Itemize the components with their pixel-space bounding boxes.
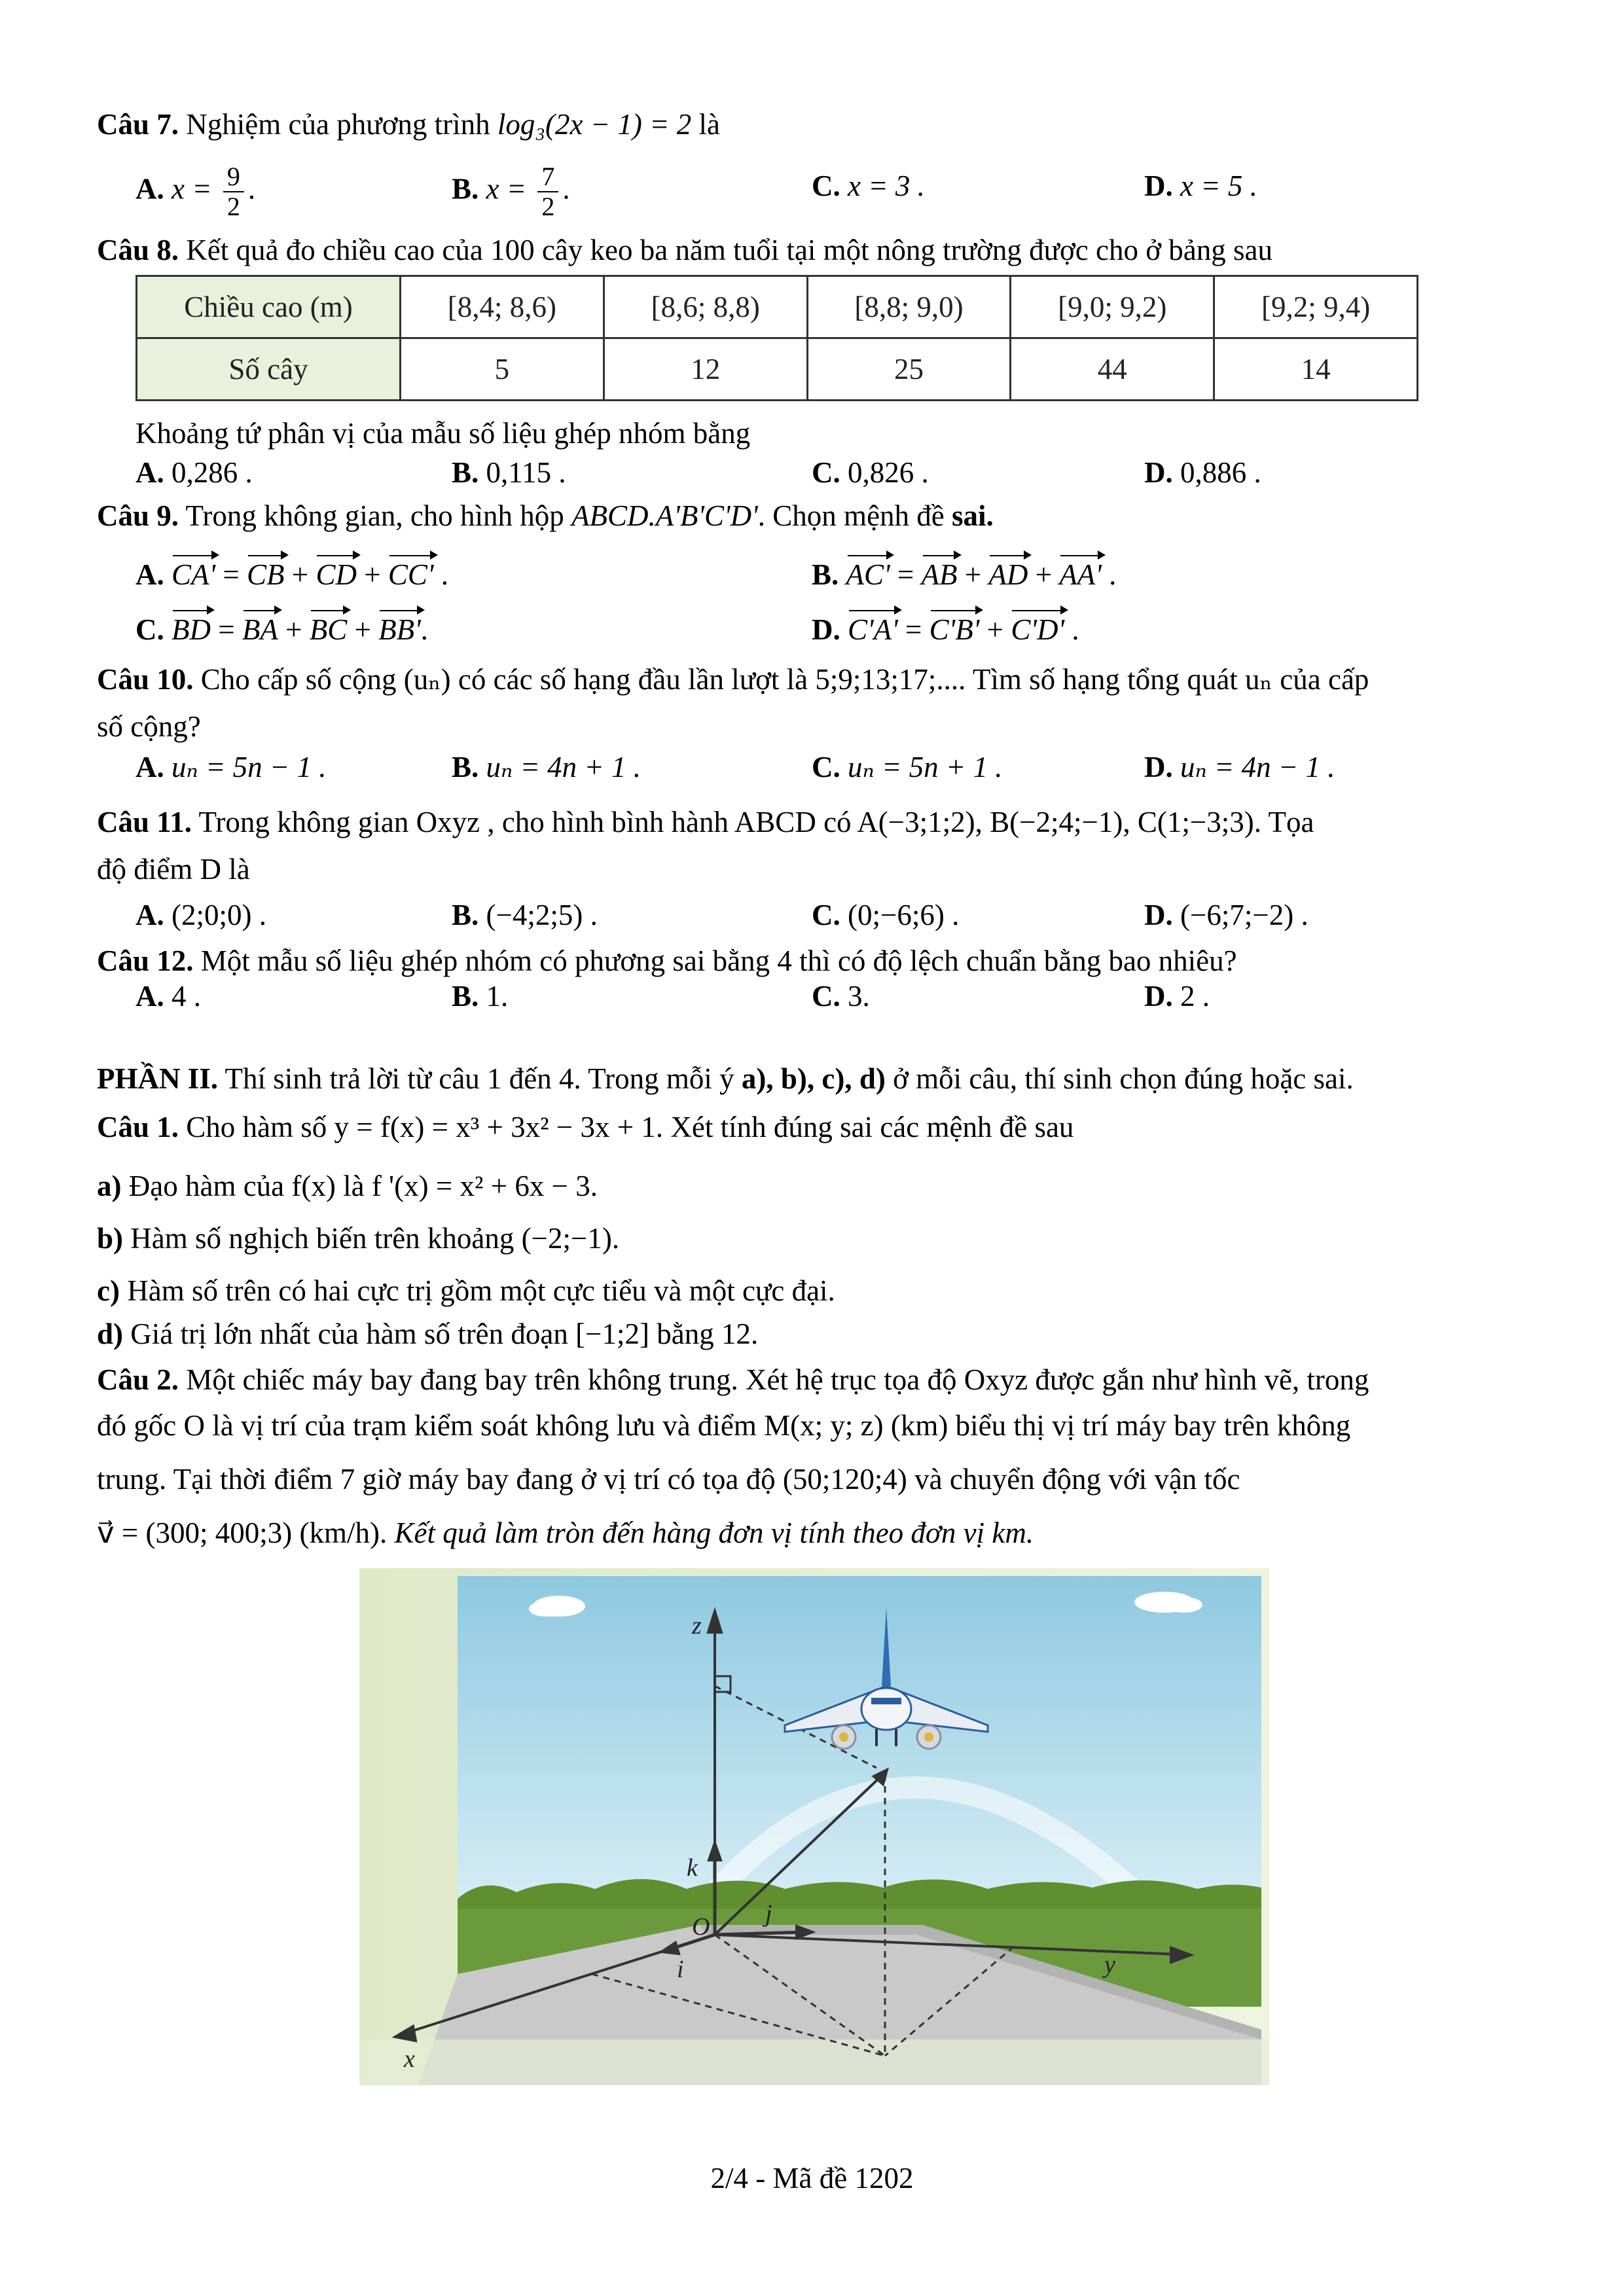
q9-option-c[interactable]: C. BD = BA + BC + BB'. [135, 609, 428, 648]
table-cell: 12 [604, 338, 807, 401]
q7-option-a-letter: A. [135, 172, 164, 206]
table-cell: 5 [401, 338, 604, 401]
table-cell: [8,6; 8,8) [604, 276, 807, 338]
q9-option-b[interactable]: B. AC' = AB + AD + AA' . [812, 554, 1116, 593]
q10-option-c-letter: C. [812, 751, 840, 783]
table-cell: [8,4; 8,6) [401, 276, 604, 338]
q9-option-c-suffix: . [420, 613, 429, 646]
q7-option-b-den: 2 [541, 192, 555, 221]
vector: C'D' [1011, 609, 1064, 648]
q9-shape: ABCD.A'B'C'D' [571, 499, 758, 532]
q11-option-c-letter: C. [812, 899, 840, 931]
q8-option-d-text: 0,886 . [1180, 456, 1261, 489]
q9-text-before: Trong không gian, cho hình hộp [185, 499, 572, 532]
q7-option-a-fraction [223, 162, 244, 221]
q9-option-a[interactable]: A. CA' = CB + CD + CC' . [135, 554, 448, 593]
q7-option-c[interactable] [812, 168, 925, 204]
q7-option-a-num: 9 [223, 162, 244, 192]
vector: AC' [846, 554, 890, 593]
q8-option-a-letter: A. [135, 456, 164, 489]
q12-option-a-letter: A. [135, 980, 164, 1013]
vector: C'A' [848, 609, 898, 648]
table-header-height: Chiều cao (m) [137, 276, 401, 338]
q9-option-d[interactable]: D. C'A' = C'B' + C'D' . [812, 609, 1079, 648]
q7-option-b-fraction [537, 162, 558, 221]
p2q1-item-d[interactable] [97, 1316, 758, 1352]
q8-option-c-text: 0,826 . [848, 456, 929, 489]
q11-stem-line2: độ điểm D là [97, 853, 250, 886]
q8-option-c-letter: C. [812, 456, 840, 489]
p2q1-item-a-label: a) [97, 1170, 122, 1202]
q10-option-a[interactable] [135, 749, 326, 785]
p2q1-item-b-text: Hàm số nghịch biến trên khoảng (−2;−1). [130, 1222, 620, 1255]
q8-stem [97, 232, 1272, 268]
q11-text1: Trong không gian Oxyz , cho hình bình hành ABCD có A(−3;1;2), B(−2;4;−1), C(1;−3;3). Tọa [198, 806, 1314, 838]
p2q1-text: Cho hàm số y = f(x) = x³ + 3x² − 3x + 1. Xét tính đúng sai các mệnh đề sau [186, 1111, 1074, 1143]
airplane-coordinate-figure [359, 1568, 1269, 2085]
p2q1-stem [97, 1109, 1074, 1145]
p2q2-line4-italic: Kết quả làm tròn đến hàng đơn vị tính theo đơn vị km. [394, 1516, 1034, 1549]
q9-option-a-suffix: . [441, 558, 448, 591]
q11-stem-line1 [97, 804, 1314, 840]
q7-equation: log₃(2x − 1) = 2 [497, 108, 692, 141]
axis-x-label: x [404, 2045, 415, 2073]
q12-option-d-letter: D. [1144, 980, 1173, 1013]
q12-stem [97, 942, 1237, 979]
q12-option-b-text: 1. [486, 980, 509, 1013]
q12-option-d-text: 2 . [1180, 980, 1210, 1013]
q9-option-d-letter: D. [812, 613, 840, 646]
q10-stem-line2: số cộng? [97, 710, 201, 743]
q7-stem [97, 106, 720, 143]
q7-label: Câu 7. [97, 108, 179, 141]
table-header-count: Số cây [137, 338, 401, 401]
q10-option-c[interactable] [812, 749, 1002, 785]
origin-label: O [692, 1913, 710, 1941]
q7-option-a-prefix: x = [171, 172, 212, 206]
part2-label: PHẦN II. [97, 1062, 219, 1095]
q10-option-b-text: uₙ = 4n + 1 . [486, 751, 641, 783]
p2q1-item-a-text: Đạo hàm của f(x) là f '(x) = x² + 6x − 3. [128, 1170, 598, 1202]
figure-bottom-band [359, 2039, 1269, 2085]
q11-option-c[interactable] [812, 897, 959, 933]
q11-option-d-text: (−6;7;−2) . [1180, 899, 1308, 931]
part2-heading [97, 1060, 1354, 1097]
q8-option-b-text: 0,115 . [486, 456, 566, 489]
q11-option-b-letter: B. [452, 899, 479, 931]
q12-option-c-text: 3. [848, 980, 870, 1013]
vector-k-label: k [687, 1854, 698, 1882]
axis-y-label: y [1104, 1951, 1115, 1979]
q8-option-d[interactable] [1144, 454, 1261, 491]
vector: CA' [171, 554, 215, 593]
q7-option-b[interactable] [452, 162, 570, 221]
q7-text-after: là [691, 108, 720, 141]
vector: AD [988, 554, 1028, 593]
part2-text-after: ở mỗi câu, thí sinh chọn đúng hoặc sai. [885, 1062, 1354, 1095]
vector: BB' [378, 609, 421, 648]
q7-option-d-text: x = 5 . [1180, 170, 1257, 202]
q11-option-b-text: (−4;2;5) . [486, 899, 598, 931]
q10-label: Câu 10. [97, 663, 194, 696]
q8-option-a[interactable] [135, 454, 253, 491]
p2q1-item-c[interactable] [97, 1272, 835, 1309]
q11-option-c-text: (0;−6;6) . [848, 899, 960, 931]
q10-option-d-text: uₙ = 4n − 1 . [1180, 751, 1335, 783]
p2q2-text-line1: Một chiếc máy bay đang bay trên không trung. Xét hệ trục tọa độ Oxyz được gắn như hình vẽ, trong [186, 1363, 1369, 1396]
vector: AB [922, 554, 958, 593]
q8-option-d-letter: D. [1144, 456, 1173, 489]
q11-option-a-text: (2;0;0) . [171, 899, 266, 931]
q12-text: Một mẫu số liệu ghép nhóm có phương sai bằng 4 thì có độ lệch chuẩn bằng bao nhiêu? [200, 944, 1237, 977]
axis-z-label: z [692, 1612, 702, 1640]
page-footer: 2/4 - Mã đề 1202 [710, 2162, 914, 2195]
table-cell: 25 [807, 338, 1011, 401]
q11-option-d[interactable] [1144, 897, 1308, 933]
vector: BA [242, 609, 278, 648]
part2-items-bold: a), b), c), d) [741, 1062, 886, 1095]
p2q1-item-c-label: c) [97, 1274, 120, 1307]
q7-option-b-letter: B. [452, 172, 479, 206]
q7-option-a-den: 2 [226, 192, 240, 221]
q9-option-a-letter: A. [135, 558, 164, 591]
p2q1-label: Câu 1. [97, 1111, 179, 1143]
q10-option-b-letter: B. [452, 751, 479, 783]
vector: AA' [1059, 554, 1102, 593]
q9-text-bold: sai. [952, 499, 994, 532]
q7-option-d-letter: D. [1144, 170, 1173, 202]
p2q2-line2: đó gốc O là vị trí của trạm kiểm soát không lưu và điểm M(x; y; z) (km) biểu thị vị trí máy bay trên không [97, 1409, 1351, 1442]
q10-stem-line1 [97, 661, 1369, 698]
q12-option-c-letter: C. [812, 980, 840, 1013]
table-cell: 44 [1011, 338, 1214, 401]
table-cell: [9,0; 9,2) [1011, 276, 1214, 338]
q9-option-c-letter: C. [135, 613, 164, 646]
q10-text1: Cho cấp số cộng (uₙ) có các số hạng đầu lần lượt là 5;9;13;17;.... Tìm số hạng tổng quát uₙ của cấp [200, 663, 1369, 696]
q8-subtext: Khoảng tứ phân vị của mẫu số liệu ghép nhóm bằng [135, 417, 751, 450]
q7-option-a-suffix: . [247, 172, 256, 206]
vector: CC' [388, 554, 434, 593]
p2q1-item-c-text: Hàm số trên có hai cực trị gồm một cực tiểu và một cực đại. [127, 1274, 835, 1307]
q7-option-b-suffix: . [562, 172, 570, 206]
sky [458, 1576, 1261, 1916]
q11-option-a-letter: A. [135, 899, 164, 931]
q10-option-c-text: uₙ = 5n + 1 . [848, 751, 1003, 783]
q9-stem [97, 497, 994, 534]
p2q2-line3: trung. Tại thời điểm 7 giờ máy bay đang ở vị trí có tọa độ (50;120;4) và chuyển động với vận tốc [97, 1463, 1240, 1496]
q8-option-a-text: 0,286 . [171, 456, 253, 489]
p2q2-line4-normal: v⃗ = (300; 400;3) (km/h). [97, 1516, 395, 1549]
q7-option-b-prefix: x = [486, 172, 527, 206]
q12-label: Câu 12. [97, 944, 194, 977]
q7-option-c-text: x = 3 . [848, 170, 925, 202]
p2q2-label: Câu 2. [97, 1363, 179, 1396]
q7-option-c-letter: C. [812, 170, 840, 202]
q10-option-d-letter: D. [1144, 751, 1173, 783]
q8-text: Kết quả đo chiều cao của 100 cây keo ba năm tuổi tại một nông trường được cho ở bảng sau [186, 234, 1272, 266]
p2q1-item-d-text: Giá trị lớn nhất của hàm số trên đoạn [−1;2] bằng 12. [130, 1318, 759, 1350]
q7-option-d[interactable] [1144, 168, 1257, 204]
p2q1-item-d-label: d) [97, 1318, 124, 1350]
vector: BD [171, 609, 211, 648]
q10-option-a-letter: A. [135, 751, 164, 783]
q11-option-d-letter: D. [1144, 899, 1173, 931]
q9-option-d-suffix: . [1072, 613, 1079, 646]
height-frequency-table [135, 275, 1418, 401]
vector-j-label: j [765, 1900, 772, 1928]
q11-label: Câu 11. [97, 806, 192, 838]
q9-option-b-suffix: . [1109, 558, 1117, 591]
q9-label: Câu 9. [97, 499, 179, 532]
p2q2-line1 [97, 1361, 1369, 1398]
q12-option-a[interactable] [135, 978, 201, 1014]
q12-option-b-letter: B. [452, 980, 479, 1013]
q7-text-before: Nghiệm của phương trình [186, 108, 497, 141]
table-row [137, 338, 1418, 401]
q11-option-b[interactable] [452, 897, 598, 933]
q8-label: Câu 8. [97, 234, 179, 266]
p2q1-item-b[interactable] [97, 1220, 619, 1257]
vector: CB [247, 554, 285, 593]
q8-option-b[interactable] [452, 454, 566, 491]
vector: BC [310, 609, 348, 648]
q12-option-b[interactable] [452, 978, 508, 1014]
q7-option-a[interactable] [135, 162, 255, 221]
vector-i-label: i [677, 1956, 684, 1983]
q12-option-d[interactable] [1144, 978, 1210, 1014]
p2q1-item-a[interactable] [97, 1168, 598, 1204]
q10-option-a-text: uₙ = 5n − 1 . [171, 751, 327, 783]
p2q2-line4 [97, 1515, 1034, 1551]
vector: CD [316, 554, 357, 593]
q11-option-a[interactable] [135, 897, 266, 933]
table-cell: [9,2; 9,4) [1214, 276, 1418, 338]
q7-option-b-num: 7 [537, 162, 558, 192]
q9-option-b-letter: B. [812, 558, 839, 591]
vector: C'B' [929, 609, 980, 648]
q9-text-mid: . Chọn mệnh đề [757, 499, 952, 532]
q10-option-b[interactable] [452, 749, 641, 785]
q12-option-c[interactable] [812, 978, 870, 1014]
part2-text-before: Thí sinh trả lời từ câu 1 đến 4. Trong mỗi ý [218, 1062, 742, 1095]
q10-option-d[interactable] [1144, 749, 1335, 785]
q8-option-c[interactable] [812, 454, 929, 491]
q12-option-a-text: 4 . [171, 980, 201, 1013]
table-row [137, 276, 1418, 338]
table-cell: 14 [1214, 338, 1418, 401]
table-cell: [8,8; 9,0) [807, 276, 1011, 338]
q8-option-b-letter: B. [452, 456, 479, 489]
p2q1-item-b-label: b) [97, 1222, 124, 1255]
